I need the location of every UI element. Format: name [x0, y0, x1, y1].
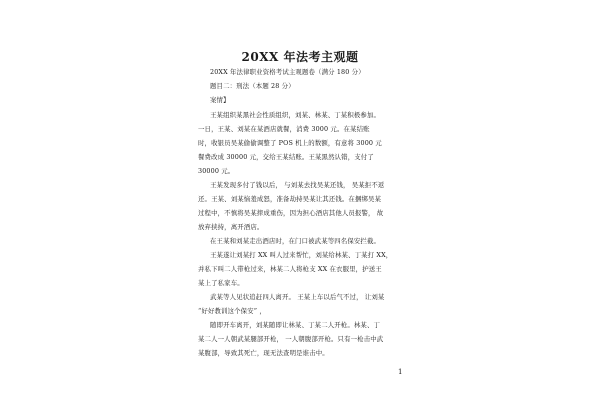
paragraph-line: 30000 元。: [198, 167, 235, 175]
paragraph-line: 过程中，不慎将吴某摔成重伤，因为担心酒店其他人员报警， 故: [198, 209, 384, 217]
paragraph-line: 一日，王某、刘某在某酒店就餐，消费 3000 元。在某结账: [198, 125, 370, 133]
paragraph-line: 时，收银员吴某偷偷调整了 POS 机上的数额，有意将 3000 元: [198, 139, 382, 147]
paragraph-line: “好好教训这个保安” ，: [198, 307, 266, 315]
paragraph-line: 某二人一人朝武某腿部开枪， 一人朝腹部开枪。只有一枪击中武: [198, 335, 384, 343]
page-number: 1: [398, 368, 403, 376]
paragraph-line: 某上了私家车。: [198, 279, 244, 287]
paragraph-line: 某腹部，导致其死亡，现无法查明是谁击中。: [198, 349, 329, 357]
exam-subtitle: 20XX 年法律职业资格考试主观题卷（满分 180 分）: [210, 68, 365, 76]
paragraph-line: 王某组织某黑社会性质组织，刘某、林某、丁某积极参加。: [210, 111, 381, 119]
paragraph-line: 武某等人见状追赶四人离开。 王某上车以后气不过， 让刘某: [210, 293, 385, 301]
paragraph-line: 并私下叫二人带枪过来，林某二人将枪支 XX 在衣服里，护送王: [198, 265, 382, 273]
paragraph-line: 还。王某、刘某恼羞成怒，准备劫持吴某让其还钱。在捆绑吴某: [198, 195, 382, 203]
paragraph-line: 王某遂让刘某打 XX 叫人过来帮忙，刘某给林某、丁某打 XX，: [210, 251, 393, 259]
page-title: 20XX 年法考主观题: [241, 50, 359, 64]
paragraph-line: 在王某和刘某走出酒店时，在门口被武某等四名保安拦截。: [210, 237, 381, 245]
paragraph-line: 餐费改成 30000 元，交给王某结账。王某黑然认错，支付了: [198, 153, 374, 161]
question-heading: 题目二：刑法（本题 28 分）: [210, 82, 295, 90]
paragraph-line: 王某发现多付了钱以后， 与刘某去找吴某还钱， 吴某拒不返: [210, 181, 385, 189]
paragraph-line: 随即开车离开，刘某随即让林某、丁某二人开枪。林某、丁: [210, 321, 381, 329]
case-heading: 案情】: [210, 96, 230, 104]
paragraph-line: 放弃挟持，离开酒店。: [198, 223, 264, 231]
